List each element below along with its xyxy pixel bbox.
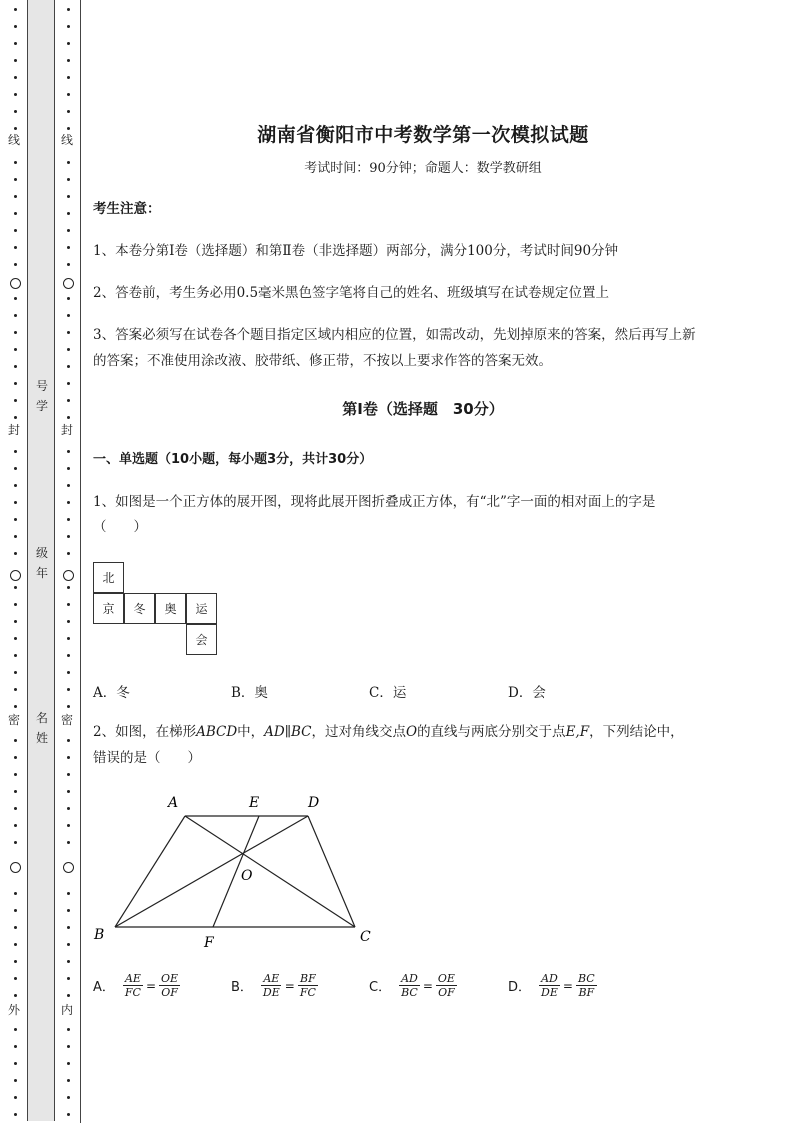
binding-dot — [67, 705, 70, 708]
binding-dot — [14, 450, 17, 453]
binding-dot — [67, 161, 70, 164]
q2-option-b-left-fraction — [261, 972, 282, 999]
point-label-f: F — [204, 935, 214, 951]
fraction-denominator: DE — [541, 986, 558, 999]
binding-dot — [67, 8, 70, 11]
binding-dot — [14, 909, 17, 912]
binding-dot — [14, 1079, 17, 1082]
net-cell-row-3: 奥 — [155, 593, 186, 624]
fraction-denominator: BC — [401, 986, 418, 999]
binding-dot — [67, 450, 70, 453]
binding-dot — [67, 773, 70, 776]
binding-dot — [67, 892, 70, 895]
binding-dot — [14, 535, 17, 538]
binding-dot — [67, 399, 70, 402]
binding-dot — [14, 1113, 17, 1116]
binding-dot — [14, 892, 17, 895]
q2-stem-mid1: 中， — [237, 724, 265, 740]
fraction-denominator: DE — [262, 986, 280, 999]
binding-dot — [67, 535, 70, 538]
q1-stem: 1、如图是一个正方体的展开图，现将此展开图折叠成正方体，有“北”字一面的相对面上的字是 — [93, 494, 656, 510]
q2-stem — [93, 720, 684, 744]
class-label: 级年 — [35, 546, 48, 580]
segment-dc — [308, 816, 355, 927]
q2-stem-ef: E,F — [565, 724, 590, 740]
binding-dot — [67, 1045, 70, 1048]
binding-dot — [14, 654, 17, 657]
fraction-numerator: AD — [401, 972, 418, 985]
binding-dot — [14, 161, 17, 164]
binding-dot — [67, 824, 70, 827]
q2-option-b-label: B． — [231, 980, 253, 995]
q2-stem-o: O — [405, 724, 418, 740]
binding-dot — [67, 1096, 70, 1099]
net-cell-row-1: 京 — [93, 593, 124, 624]
equals-sign: = — [145, 978, 157, 993]
binding-dot — [14, 705, 17, 708]
notice-item-3-cont: 的答案；不准使用涂改液、胶带纸、修正带，不按以上要求作答的答案无效。 — [93, 353, 552, 369]
binding-dot — [14, 960, 17, 963]
binding-dot — [67, 484, 70, 487]
binding-dot — [67, 552, 70, 555]
binding-dot — [14, 229, 17, 232]
binding-dot — [67, 1028, 70, 1031]
binding-dot — [14, 637, 17, 640]
name-label: 名姓 — [35, 711, 48, 745]
net-cell-row-2: 冬 — [124, 593, 155, 624]
binding-dot — [14, 416, 17, 419]
binding-dot — [67, 25, 70, 28]
binding-circle-icon — [10, 570, 21, 581]
binding-dot — [14, 773, 17, 776]
binding-char: 外 — [8, 1003, 21, 1017]
binding-dot — [14, 127, 17, 130]
binding-dot — [14, 382, 17, 385]
binding-dot — [67, 518, 70, 521]
binding-dot — [67, 620, 70, 623]
binding-dots-right — [62, 0, 76, 1123]
q2-option-c-left-fraction — [399, 972, 420, 999]
binding-dot — [14, 365, 17, 368]
q2-option-d-left-fraction — [539, 972, 560, 999]
fraction-denominator: FC — [299, 986, 316, 999]
fraction-numerator: OE — [437, 972, 455, 985]
binding-dot — [14, 943, 17, 946]
point-label-b: B — [94, 927, 105, 943]
binding-dot — [67, 790, 70, 793]
q2-option-a-label: A． — [93, 980, 115, 995]
binding-dot — [14, 688, 17, 691]
q2-option-d-right-fraction — [576, 972, 597, 999]
binding-dot — [14, 552, 17, 555]
binding-dot — [14, 467, 17, 470]
fraction-numerator: BF — [300, 972, 316, 985]
binding-circle-icon — [63, 570, 74, 581]
q2-option-b[interactable] — [231, 972, 318, 999]
binding-dot — [67, 382, 70, 385]
binding-dot — [67, 688, 70, 691]
q2-option-d-label: D． — [508, 980, 532, 995]
binding-dot — [67, 314, 70, 317]
binding-dot — [14, 603, 17, 606]
equals-sign: = — [562, 978, 573, 993]
binding-dot — [67, 263, 70, 266]
point-label-a: A — [168, 795, 179, 811]
binding-dot — [67, 637, 70, 640]
binding-dot — [67, 1079, 70, 1082]
q2-option-c[interactable] — [369, 972, 457, 999]
binding-dot — [67, 807, 70, 810]
binding-dot — [14, 756, 17, 759]
q2-option-c-label: C． — [369, 980, 392, 995]
q2-stem-end: ，下列结论中， — [589, 724, 684, 740]
binding-dot — [14, 93, 17, 96]
q2-stem-abcd: ABCD — [196, 724, 238, 740]
binding-dot — [67, 756, 70, 759]
binding-dot — [67, 586, 70, 589]
binding-dot — [67, 246, 70, 249]
binding-dot — [67, 739, 70, 742]
binding-dot — [67, 212, 70, 215]
q2-stem-prefix: 2、如图，在梯形 — [93, 724, 197, 740]
binding-dot — [67, 467, 70, 470]
binding-dot — [67, 59, 70, 62]
binding-dot — [14, 1096, 17, 1099]
fraction-numerator: AD — [541, 972, 558, 985]
q1-option-a[interactable]: A．冬 — [93, 685, 130, 701]
binding-dot — [14, 297, 17, 300]
q2-option-d[interactable] — [508, 972, 597, 999]
binding-dot — [67, 841, 70, 844]
binding-dot — [67, 229, 70, 232]
binding-dot — [67, 977, 70, 980]
net-cell-row-4: 运 — [186, 593, 217, 624]
binding-dot — [14, 399, 17, 402]
binding-char: 内 — [61, 1003, 74, 1017]
q1-option-b[interactable]: B．奥 — [231, 685, 268, 701]
binding-circle-icon — [10, 278, 21, 289]
binding-char: 密 — [8, 713, 21, 727]
binding-dot — [14, 331, 17, 334]
binding-dot — [14, 76, 17, 79]
q2-option-b-right-fraction — [298, 972, 318, 999]
binding-dot — [14, 790, 17, 793]
binding-dot — [14, 195, 17, 198]
binding-dot — [67, 348, 70, 351]
binding-dot — [67, 178, 70, 181]
binding-dot — [14, 1028, 17, 1031]
binding-dot — [14, 25, 17, 28]
binding-dot — [67, 195, 70, 198]
notice-item-2: 2、答卷前，考生务必用0.5毫米黑色签字笔将自己的姓名、班级填写在试卷规定位置上 — [93, 285, 610, 301]
binding-dot — [14, 212, 17, 215]
binding-dot — [14, 977, 17, 980]
q2-option-a[interactable] — [93, 972, 180, 999]
binding-char: 线 — [61, 133, 74, 147]
binding-dot — [14, 501, 17, 504]
binding-dot — [67, 994, 70, 997]
q2-stem-mid3: 的直线与两底分别交于点 — [417, 724, 566, 740]
binding-dot — [14, 1045, 17, 1048]
q2-stem-mid2: ，过对角线交点 — [311, 724, 406, 740]
fraction-denominator: BF — [578, 986, 595, 999]
fraction-denominator: FC — [124, 986, 141, 999]
binding-dots-left — [9, 0, 23, 1123]
binding-dot — [14, 348, 17, 351]
fraction-denominator: OF — [438, 986, 455, 999]
binding-char: 线 — [8, 133, 21, 147]
binding-circle-icon — [10, 862, 21, 873]
section-title: 第I卷（选择题 30分） — [342, 400, 504, 418]
q2-option-a-left-fraction — [123, 972, 143, 999]
fraction-numerator: OE — [161, 972, 179, 985]
binding-dot — [67, 654, 70, 657]
q2-option-a-right-fraction — [159, 972, 180, 999]
binding-dot — [14, 824, 17, 827]
binding-dot — [14, 1062, 17, 1065]
segment-ab — [115, 816, 185, 927]
binding-circle-icon — [63, 862, 74, 873]
binding-dot — [14, 518, 17, 521]
student-number-label: 号学 — [35, 379, 48, 413]
binding-dot — [67, 943, 70, 946]
binding-char: 封 — [8, 423, 21, 437]
binding-dot — [14, 671, 17, 674]
exam-title: 湖南省衡阳市中考数学第一次模拟试题 — [257, 124, 589, 146]
binding-dot — [14, 994, 17, 997]
binding-dot — [67, 42, 70, 45]
exam-subtitle: 考试时间：90分钟；命题人：数学教研组 — [304, 161, 542, 176]
binding-char: 密 — [61, 713, 74, 727]
binding-dot — [14, 739, 17, 742]
binding-dot — [67, 76, 70, 79]
binding-dot — [14, 8, 17, 11]
net-cell-top: 北 — [93, 562, 124, 593]
binding-dot — [14, 807, 17, 810]
binding-dot — [67, 909, 70, 912]
q1-stem-blank: （ ） — [93, 519, 147, 535]
binding-dot — [14, 484, 17, 487]
fraction-numerator: BC — [577, 972, 595, 985]
binding-dot — [14, 263, 17, 266]
point-label-d: D — [308, 795, 320, 811]
binding-dot — [67, 331, 70, 334]
binding-dot — [67, 365, 70, 368]
q1-option-d[interactable]: D．会 — [508, 685, 546, 701]
binding-dot — [67, 416, 70, 419]
binding-dot — [67, 603, 70, 606]
binding-dot — [67, 93, 70, 96]
binding-dot — [14, 841, 17, 844]
equals-sign: = — [422, 978, 433, 993]
binding-dot — [14, 586, 17, 589]
binding-char: 封 — [61, 423, 74, 437]
binding-dot — [67, 110, 70, 113]
binding-dot — [14, 926, 17, 929]
binding-dot — [14, 59, 17, 62]
binding-dot — [67, 501, 70, 504]
binding-dot — [14, 314, 17, 317]
q1-option-c[interactable]: C．运 — [369, 685, 407, 701]
binding-dot — [14, 620, 17, 623]
binding-dot — [67, 671, 70, 674]
equals-sign: = — [284, 978, 295, 993]
binding-circle-icon — [63, 278, 74, 289]
point-label-e: E — [249, 795, 260, 811]
binding-dot — [14, 110, 17, 113]
q2-stem-line2: 错误的是（ ） — [93, 750, 201, 766]
q2-trapezoid-figure — [88, 788, 388, 953]
binding-dot — [67, 1062, 70, 1065]
q2-stem-parallel: AD∥BC — [264, 724, 312, 740]
binding-dot — [67, 127, 70, 130]
fraction-denominator: OF — [161, 986, 178, 999]
binding-dot — [67, 960, 70, 963]
binding-line — [80, 0, 81, 1123]
q2-option-c-right-fraction — [436, 972, 457, 999]
binding-dot — [67, 1113, 70, 1116]
point-label-c: C — [360, 929, 371, 945]
point-label-o: O — [241, 868, 253, 884]
binding-dot — [67, 297, 70, 300]
binding-dot — [14, 42, 17, 45]
net-cell-bottom: 会 — [186, 624, 217, 655]
notice-item-1: 1、本卷分第I卷（选择题）和第Ⅱ卷（非选择题）两部分，满分100分，考试时间90分钟 — [93, 243, 619, 259]
notice-item-3: 3、答案必须写在试卷各个题目指定区域内相应的位置，如需改动，先划掉原来的答案，然后再写上新 — [93, 327, 696, 343]
binding-dot — [14, 246, 17, 249]
fraction-numerator: AE — [124, 972, 141, 985]
notice-heading: 考生注意： — [93, 201, 161, 217]
fraction-numerator: AE — [263, 972, 280, 985]
part1-heading: 一、单选题（10小题，每小题3分，共计30分） — [93, 452, 373, 467]
binding-dot — [14, 178, 17, 181]
binding-dot — [67, 926, 70, 929]
